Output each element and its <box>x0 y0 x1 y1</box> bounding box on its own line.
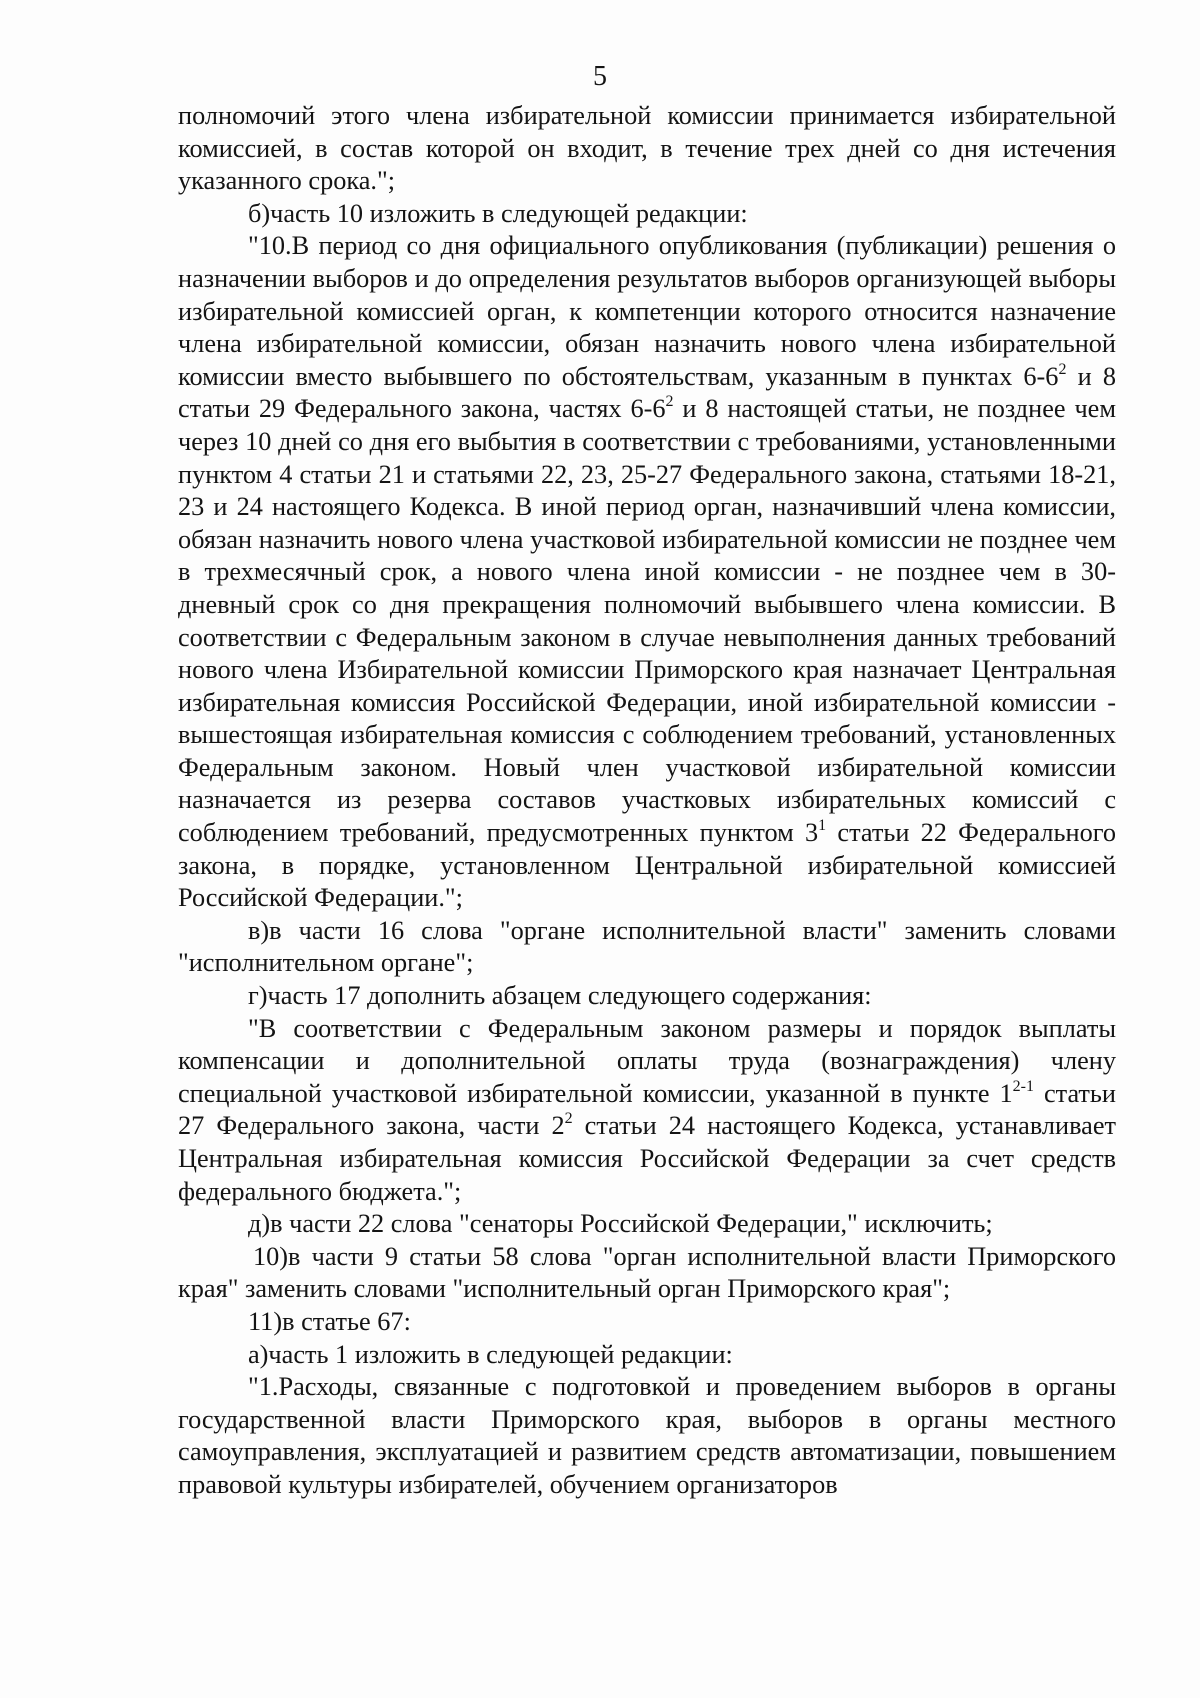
superscript: 2 <box>665 393 674 411</box>
paragraph-item-g: г)часть 17 дополнить абзацем следующего содержания: <box>248 981 872 1011</box>
page-number: 5 <box>593 61 607 92</box>
text-run: "10.В период со дня официального опубликования (публикации) решения о назначении выборов и до определения результатов выборов организующей выборы избирательной комиссией орган, к компетенции которого относится назначение члена избирательной комиссии, обязан назначить нового члена избирательной комиссии вместо выбывшего по обстоятельствам, указанным в пунктах 6-6 <box>178 231 1116 391</box>
paragraph-item-10: 10)в части 9 статьи 58 слова "орган исполнительной власти Приморского края" заменить словами "исполнительный орган Приморского края"; <box>178 1241 1116 1304</box>
paragraph-item-d: д)в части 22 слова "сенаторы Российской Федерации," исключить; <box>248 1209 993 1239</box>
paragraph-item-11: 11)в статье 67: <box>248 1306 411 1336</box>
text-run: и 8 настоящей статьи, не позднее чем через 10 дней со дня его выбытия в соответствии с требованиями, установленными пунктом 4 статьи 21 и статьями 22, 23, 25-27 Федерального закона, статьями 18-21, 23 и 24 настоящего Кодекса. В иной период орган, назначивший члена комиссии, обязан назначить нового члена участковой избирательной комиссии не позднее чем в трехмесячный срок, а нового члена иной комиссии - не позднее чем в 30-дневный срок со дня прекращения полномочий выбывшего члена комиссии. В соответствии с Федеральным законом в случае невыполнения данных требований нового члена Избирательной комиссии Приморского края назначает Центральная избирательная комиссия Российской Федерации, иной избирательной комиссии - вышестоящая избирательная комиссия с соблюдением требований, установленных Федеральным законом. Новый член участковой избирательной комиссии назначается из резерва составов участковых избирательных комиссий с соблюдением требований, предусмотренных пунктом 3 <box>178 394 1116 848</box>
paragraph-part-1-text: "1.Расходы, связанные с подготовкой и проведением выборов в органы государственной власти Приморского края, выборов в органы местного самоуправления, эксплуатацией и развитием средств автоматизации, повышением правовой культуры избирателей, обучением организаторов <box>178 1372 1116 1499</box>
superscript: 2-1 <box>1012 1077 1034 1095</box>
paragraph-part-10-text <box>178 230 1116 914</box>
superscript: 2 <box>1058 360 1067 378</box>
text-run: статьи 24 настоящего Кодекса, устанавливает Центральная избирательная комиссия Российской Федерации за счет средств федерального бюджета."; <box>178 1111 1116 1206</box>
text-run: и 8 статьи 29 Федерального закона, частях 6-6 <box>178 361 1116 424</box>
text-run: "В соответствии с Федеральным законом размеры и порядок выплаты компенсации и дополнительной оплаты труда (вознаграждения) члену специальной участковой избирательной комиссии, указанной в пункте 1 <box>178 1013 1116 1108</box>
paragraph-item-b: б)часть 10 изложить в следующей редакции: <box>248 198 748 228</box>
document-body <box>178 100 1116 1502</box>
text-run: статьи 27 Федерального закона, части 2 <box>178 1078 1116 1141</box>
paragraph-item-v: в)в части 16 слова "органе исполнительной власти" заменить словами "исполнительном органе"; <box>178 915 1116 978</box>
paragraph-part-17-text <box>178 1013 1116 1209</box>
text-run: статьи 22 Федерального закона, в порядке, установленном Центральной избирательной комиссией Российской Федерации."; <box>178 818 1116 913</box>
superscript: 2 <box>564 1110 573 1128</box>
paragraph-continuation: полномочий этого члена избирательной комиссии принимается избирательной комиссией, в состав которой он входит, в течение трех дней со дня истечения указанного срока."; <box>178 101 1116 196</box>
superscript: 1 <box>818 817 827 835</box>
paragraph-item-a: а)часть 1 изложить в следующей редакции: <box>248 1339 733 1369</box>
